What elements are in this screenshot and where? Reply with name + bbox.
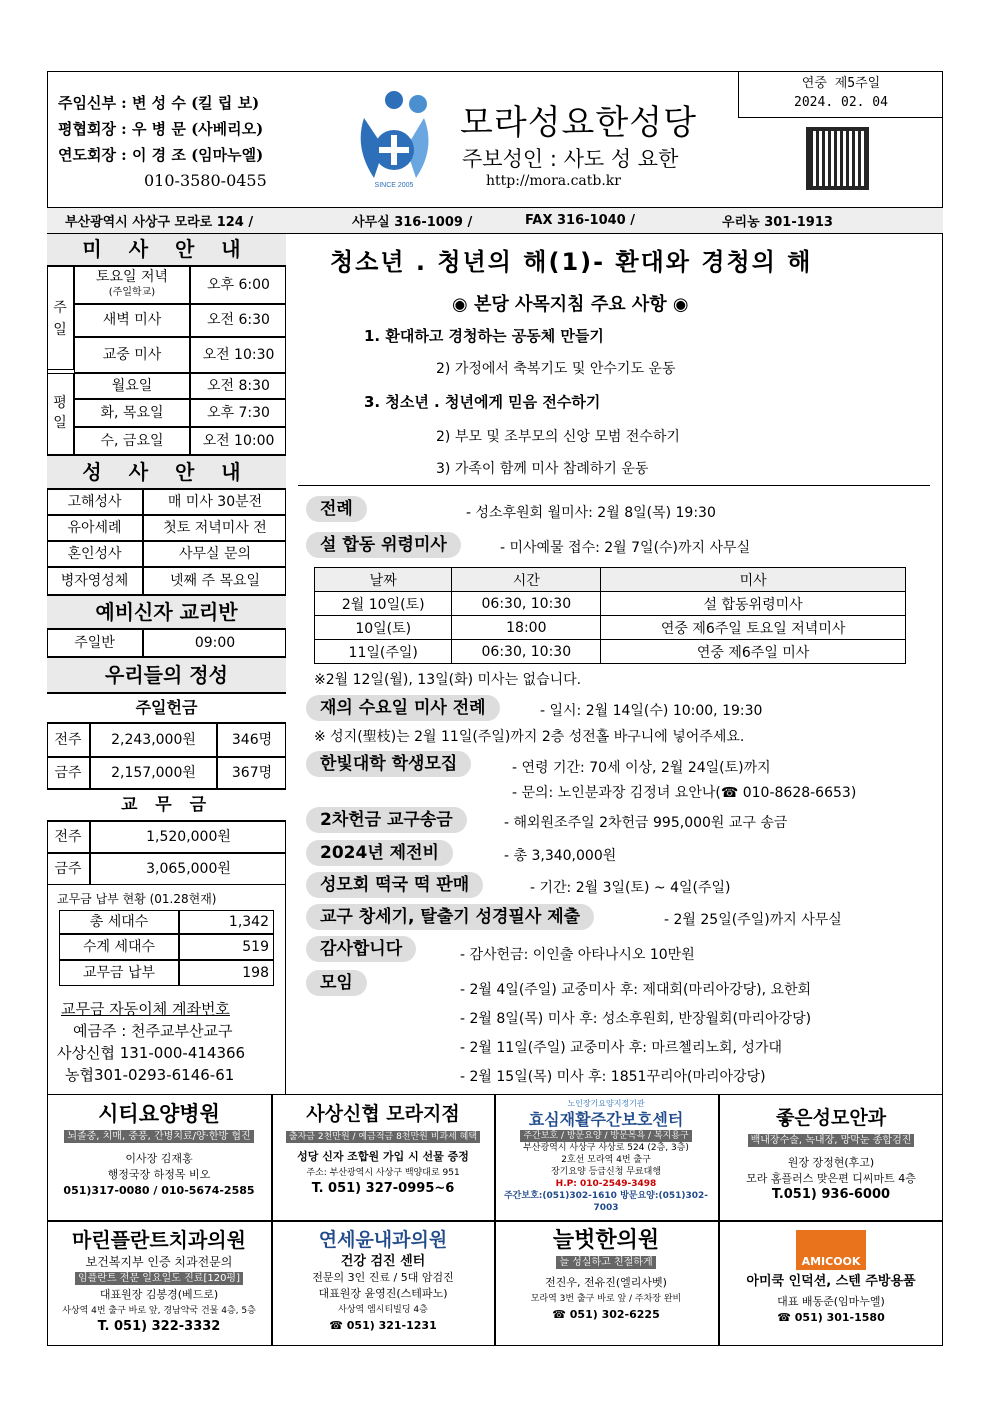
pastoral-guideline: ◉ 본당 사목지침 주요 사항 ◉ — [452, 294, 689, 315]
bulletin-date: 2024. 02. 04 — [794, 95, 888, 110]
tag-liturgy: 전례 — [306, 496, 367, 522]
meeting-4: - 2월 15일(목) 미사 후: 1851꾸리아(마리아강당) — [460, 1069, 766, 1085]
ad-good-eye-clinic[interactable]: 좋은성모안과 백내장수술, 녹내장, 망막눈 종합검진 원장 장정현(후고) 모라 홈플러스 맞은편 디씨마트 4층 T.051) 936-6000 — [746, 1107, 916, 1202]
tithe-prev-amount: 1,520,000원 — [90, 821, 286, 853]
ad-city-hospital[interactable]: 시티요양병원 뇌졸중, 치매, 중풍, 간병치료/양·한방 협진 이사장 김재홍 행정국장 하정목 비오 051)317-0080 / 010-5674-2585 — [63, 1102, 255, 1197]
active-households-value: 519 — [179, 934, 274, 960]
prev-week-amount: 2,243,000원 — [90, 723, 217, 757]
meeting-2: - 2월 8일(목) 미사 후: 성소후원회, 반장월회(마리아강당) — [460, 1011, 812, 1027]
address-bar — [47, 207, 943, 234]
guideline-3: 3. 청소년 . 청년에게 믿음 전수하기 — [364, 393, 601, 411]
dawn-mass-time: 오전 6:30 — [190, 304, 286, 337]
patron-saint: 주보성인 : 사도 성 요한 — [462, 147, 679, 171]
liturgical-week: 연중 제5주일 — [801, 76, 881, 91]
notice-hanbit-age: - 연령 기간: 70세 이상, 2월 24일(토)까지 — [512, 760, 771, 776]
notice-palm: ※ 성지(聖枝)는 2월 11일(주일)까지 2층 성전홀 바구니에 넣어주세요. — [314, 729, 745, 745]
mon-mass-time: 오전 8:30 — [190, 373, 286, 399]
phone-number: 010-3580-0455 — [144, 171, 267, 190]
table-row: 11일(주일) 06:30, 10:30 연중 제6주일 미사 — [315, 640, 906, 664]
ad-yonsei-clinic[interactable]: 연세윤내과의원 건강 검진 센터 전문의 3인 진료 / 5대 암검진 대표원장 윤영진(스테파노) 사상역 엠시티빌딩 4층 ☎ 051) 321-1231 — [312, 1229, 454, 1332]
pastoral-staff — [58, 90, 267, 194]
mass-title: 미 사 안 내 — [47, 234, 286, 266]
total-households-value: 1,342 — [179, 910, 274, 934]
guideline-1: 1. 환대하고 경청하는 공동체 만들기 — [364, 327, 604, 345]
baptism: 유아세례 — [47, 515, 143, 541]
date-box — [738, 71, 943, 118]
col-mass: 미사 — [601, 568, 906, 592]
no-mass-note: ※2월 12일(월), 13일(화) 미사는 없습니다. — [314, 672, 582, 688]
divider — [298, 485, 930, 486]
sat-mass-time: 오후 6:00 — [190, 266, 286, 304]
priest-line: 주임신부 : 변 성 수 (킬 립 보) — [58, 94, 260, 112]
this-week-count: 367명 — [217, 757, 286, 789]
tithe-this-amount: 3,065,000원 — [90, 853, 286, 885]
mon-mass: 월요일 — [74, 373, 190, 399]
tag-memorial-mass: 설 합동 위령미사 — [306, 532, 461, 558]
notice-memorial-mass: - 미사예물 접수: 2월 7일(수)까지 사무실 — [500, 540, 751, 556]
account-title: 교무금 자동이체 계좌번호 — [61, 1000, 230, 1018]
meeting-1: - 2월 4일(주일) 교중미사 후: 제대회(마리아강당), 요한회 — [460, 982, 812, 998]
sacrament-title: 성 사 안 내 — [47, 455, 286, 489]
website-link[interactable]: http://mora.catb.kr — [486, 173, 621, 189]
church-name: 모라성요한성당 — [460, 103, 697, 143]
notice-altar-fund: - 총 3,340,000원 — [504, 848, 617, 864]
baptism-time: 첫토 저녁미사 전 — [143, 515, 286, 541]
confession-time: 매 미사 30분전 — [143, 489, 286, 515]
active-households: 수계 세대수 — [59, 934, 179, 960]
tag-bible-copy: 교구 창세기, 탈출기 성경필사 제출 — [306, 904, 594, 930]
tag-ash-wednesday: 재의 수요일 미사 전례 — [306, 695, 500, 721]
sunday-label: 주일 — [47, 266, 74, 370]
notice-thanks: - 감사헌금: 이인출 아타나시오 10만원 — [460, 947, 695, 963]
table-row: 2월 10일(토) 06:30, 10:30 설 합동위령미사 — [315, 592, 906, 616]
farm-phone: 우리농 301-1913 — [722, 215, 833, 230]
tag-altar-fund: 2024년 제전비 — [306, 840, 453, 866]
meeting-3: - 2월 11일(주일) 교중미사 후: 마르첼리노회, 성가대 — [460, 1040, 782, 1056]
ad-hyosim-center[interactable]: 노인장기요양지정기관 효심재활주간보호센터 주간보호 / 방문요양 / 방문목욕 / 복지용구 부산광역시 사상구 사상로 524 (2층, 3층) 2호선 모라역 4번 출구 장기요양 등급신청 무료대행 H.P: 010-2549-3498 주간보호:(051)302-1610 방문요양:(051)302-7003 — [503, 1099, 708, 1213]
catechism-time: 09:00 — [143, 629, 286, 657]
guideline-3-2: 2) 부모 및 조부모의 신앙 모범 전수하기 — [436, 429, 680, 445]
sunday-offering-title: 주일헌금 — [47, 693, 286, 723]
address: 부산광역시 사상구 모라로 124 / — [65, 215, 254, 230]
marriage-info: 사무실 문의 — [143, 541, 286, 567]
main-mass: 교중 미사 — [74, 337, 190, 373]
tithe-paid: 교무금 납부 — [59, 960, 179, 986]
col-time: 시간 — [452, 568, 601, 592]
notice-second-collection: - 해외원조주일 2차헌금 995,000원 교구 송금 — [504, 815, 788, 831]
notice-hanbit-contact: - 문의: 노인분과장 김정녀 요안나(☎ 010-8628-6653) — [512, 785, 857, 801]
sick-communion-time: 넷째 주 목요일 — [143, 567, 286, 595]
account-nonghyup: 농협301-0293-6146-61 — [65, 1066, 235, 1084]
prev-week-count: 346명 — [217, 723, 286, 757]
marriage: 혼인성사 — [47, 541, 143, 567]
amicook-logo: AMICOOK — [796, 1230, 866, 1270]
wed-mass-time: 오전 10:00 — [190, 427, 286, 455]
offering-title: 우리들의 정성 — [47, 657, 286, 693]
ad-sasang-shinhyup[interactable]: 사상신협 모라지점 출자금 2천만원 / 예금적금 8천만원 비과세 혜택 성당 신자 조합원 가입 시 선물 증정 주소: 부산광역시 사상구 백양대로 951 T. 051) 327-0995~6 — [275, 1100, 491, 1197]
tag-meetings: 모임 — [306, 970, 367, 996]
guideline-3-3: 3) 가족이 함께 미사 참례하기 운동 — [436, 461, 649, 477]
main-title: 청소년 . 청년의 해(1)- 환대와 경청의 해 — [330, 248, 813, 276]
account-shinhyup: 사상신협 131-000-414366 — [57, 1044, 246, 1062]
this-week-label: 금주 — [47, 757, 90, 789]
prev-week-label: 전주 — [47, 723, 90, 757]
tag-hanbit-college: 한빛대학 학생모집 — [306, 751, 471, 777]
total-households: 총 세대수 — [59, 910, 179, 934]
fax: FAX 316-1040 / — [525, 213, 635, 228]
tag-thanks: 감사합니다 — [306, 936, 416, 962]
sidebar — [47, 234, 286, 1094]
ad-amicook[interactable]: AMICOOK 아미쿡 인덕션, 스텐 주방용품 대표 배동준(임마누엘) ☎ 051) 301-1580 — [722, 1226, 940, 1326]
tithe-prev-label: 전주 — [47, 821, 90, 853]
notice-liturgy: - 성소후원회 월미사: 2월 8일(목) 19:30 — [466, 505, 716, 521]
tithe-status-title: 교무금 납부 현황 (01.28현재) — [57, 892, 217, 906]
col-date: 날짜 — [315, 568, 452, 592]
main-mass-time: 오전 10:30 — [190, 337, 286, 373]
tue-mass: 화, 목요일 — [74, 399, 190, 427]
guideline-1-2: 2) 가정에서 축복기도 및 안수기도 운동 — [436, 361, 676, 377]
dawn-mass: 새벽 미사 — [74, 304, 190, 337]
tag-rice-cake: 성모회 떡국 떡 판매 — [306, 872, 483, 898]
notice-rice-cake: - 기간: 2월 3일(토) ~ 4일(주일) — [530, 880, 731, 896]
catechism-class: 주일반 — [47, 629, 143, 657]
notice-ash-wednesday: - 일시: 2월 14일(수) 10:00, 19:30 — [540, 703, 763, 719]
sick-communion: 병자영성체 — [47, 567, 143, 595]
league-line: 연도회장 : 이 경 조 (임마누엘) — [58, 146, 264, 164]
office-phone: 사무실 316-1009 / — [352, 215, 473, 230]
tue-mass-time: 오후 7:30 — [190, 399, 286, 427]
account-holder: 예금주 : 천주교부산교구 — [73, 1022, 233, 1040]
qr-code-icon[interactable] — [806, 127, 869, 190]
memorial-mass-table — [314, 567, 906, 664]
notice-bible-copy: - 2월 25일(주일)까지 사무실 — [664, 912, 842, 928]
sat-mass: 토요일 저녁 (주일학교) — [74, 266, 190, 304]
weekday-label: 평일 — [47, 373, 74, 455]
ad-neulbeot-clinic[interactable]: 늘벗한의원 늘 성실하고 친절하게 전진우, 전유진(엘리사벳) 모라역 3번 출구 바로 앞 / 주차장 완비 ☎ 051) 302-6225 — [530, 1227, 682, 1321]
wed-mass: 수, 금요일 — [74, 427, 190, 455]
church-logo — [344, 88, 444, 190]
tag-second-collection: 2차헌금 교구송금 — [306, 807, 467, 833]
tithe-paid-value: 198 — [179, 960, 274, 986]
ad-marine-dental[interactable]: 마린플란트치과의원 보건복지부 인증 치과전문의 임플란트 전문 일요일도 진료[120평] 대표원장 김봉경(베드로) 사상역 4번 출구 바로 앞, 경남약국 건물 4층, 5층 T. 051) 322-3332 — [62, 1228, 256, 1334]
this-week-amount: 2,157,000원 — [90, 757, 217, 789]
tithe-title: 교 무 금 — [47, 789, 286, 821]
tithe-this-label: 금주 — [47, 853, 90, 885]
confession: 고해성사 — [47, 489, 143, 515]
council-line: 평협회장 : 우 병 문 (사베리오) — [58, 120, 264, 138]
catechism-title: 예비신자 교리반 — [47, 595, 286, 629]
logo-text: SINCE 2005 — [374, 182, 414, 189]
table-row: 10일(토) 18:00 연중 제6주일 토요일 저녁미사 — [315, 616, 906, 640]
